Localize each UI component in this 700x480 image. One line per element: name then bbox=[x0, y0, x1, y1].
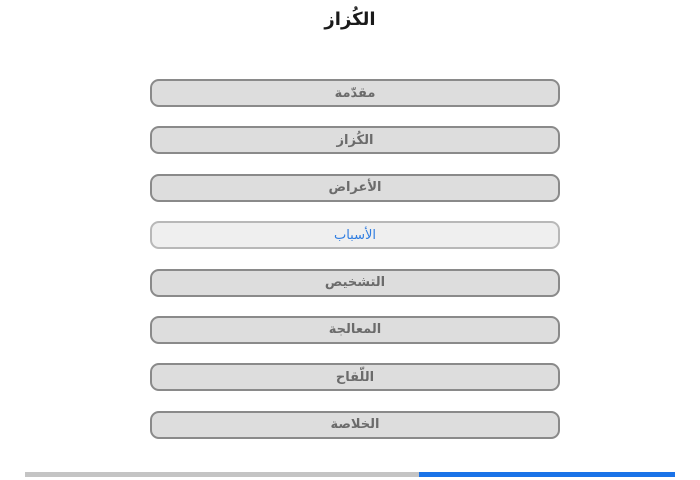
nav-button-vaccine[interactable]: اللّقاح bbox=[150, 363, 560, 391]
section-nav bbox=[150, 79, 560, 458]
nav-button-diagnosis[interactable]: التشخيص bbox=[150, 269, 560, 297]
nav-button-symptoms[interactable]: الأعراض bbox=[150, 174, 560, 202]
progress-bar bbox=[25, 472, 675, 477]
progress-bar-fill bbox=[419, 472, 675, 477]
nav-button-treatment[interactable]: المعالجة bbox=[150, 316, 560, 344]
nav-button-causes[interactable]: الأسباب bbox=[150, 221, 560, 249]
page-title: الكُزاز bbox=[324, 9, 376, 30]
nav-button-summary[interactable]: الخلاصة bbox=[150, 411, 560, 439]
nav-button-introduction[interactable]: مقدّمة bbox=[150, 79, 560, 107]
nav-button-tetanus[interactable]: الكُزاز bbox=[150, 126, 560, 154]
